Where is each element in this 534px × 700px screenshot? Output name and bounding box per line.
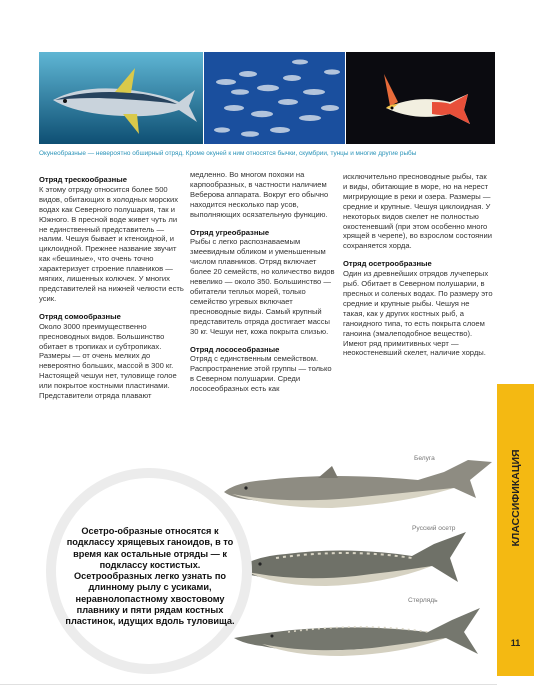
- paragraph-salmon-cont: [343, 172, 493, 251]
- photo-caption: Окунеобразные — невероятно обширный отряд. Кроме окуней к ним относятся бычки, скумбрии, тунцы и многие другие рыбы: [39, 150, 417, 157]
- text-column-3: [343, 172, 493, 366]
- paragraph-eels: [190, 228, 336, 337]
- beluga-label: Белуга: [414, 455, 435, 462]
- body-salmon-cont: исключительно пресноводные рыбы, так и виды, обитающие в море, но на нерест мигрирующие в реки и озера. Размеры — средние и крупные. Чешуя циклоидная. У некоторых видов скелет не полностью окостеневший (при этом особенно много хрящей в черепе), во взрослом состоянии сохраняется хорда.: [343, 172, 492, 251]
- russian-sturgeon-illustration: [236, 528, 472, 592]
- russian-sturgeon-label: Русский осетр: [412, 525, 456, 532]
- body-catfish-cont: медленно. Во многом похожи на карпообразных, в частности наличием Веберова аппарата. Вокруг его обычно находится несколько пар усов, выполняющих осязательную функцию.: [190, 170, 329, 219]
- paragraph-catfish: [39, 312, 187, 401]
- paragraph-catfish-cont: [190, 170, 336, 220]
- fish-school-photo: [204, 52, 345, 144]
- fire-goby-photo: [346, 52, 495, 144]
- footer-divider: [0, 684, 497, 685]
- body-codfish: К этому отряду относится более 500 видов, обитающих в холодных морских водах как Северного полушария, так и Южного. В пресной воде живет чуть ли не единственный представитель — налим. Чешуя бывает и ктеноидной, и циклоидной. Прежнее название звучит как «бешиные», что очень точно характеризует строение плавников — мягких, лишенных колючек. У многих представителей на нижней челюсти есть усик.: [39, 184, 184, 303]
- section-sidebar: [497, 384, 534, 676]
- beluga-illustration: [222, 458, 494, 520]
- paragraph-sturgeon: [343, 259, 493, 358]
- heading-catfish: Отряд сомообразные: [39, 311, 121, 321]
- paragraph-salmon: [190, 345, 336, 395]
- page-number: 11: [510, 638, 521, 648]
- sterlet-label: Стерлядь: [408, 597, 438, 604]
- body-sturgeon: Один из древнейших отрядов лучеперых рыб. Обитает в Северном полушарии, в пресных и соленых водах. По размеру это средние и крупные рыбы. Чешуя не такая, как у других костных рыб, а ганоидного типа, то есть покрыта слоем ганоина (эмалеподобное вещество). Имеют ряд примитивных черт — неокостеневший скелет, наличие хорды.: [343, 269, 493, 358]
- heading-codfish: Отряд трескообразные: [39, 175, 127, 184]
- paragraph-codfish: [39, 175, 187, 304]
- callout-text: Осетро-образные относятся к подклассу хрящевых ганоидов, в то время как остальные отряды — к подклассу костистых. Осетрообразных легко узнать по длинному рылу с усиками, неравнолопастному хвостовому плавнику и пяти рядам костных пластинок, идущих вдоль туловища.: [65, 526, 235, 627]
- body-salmon: Отряд с единственным семейством. Распространение этой группы — только в Северном полушарии. Среди лососеобразных есть как: [190, 354, 332, 394]
- text-column-2: [190, 170, 336, 402]
- section-label: КЛАССИФИКАЦИЯ: [509, 449, 522, 547]
- body-eels: Рыбы с легко распознаваемым змеевидным обликом и уменьшенным числом плавников. Отряд включает более 20 семейств, но количество видов невелико — около 350. Большинство — обитатели теплых морей, только семейство угревых включает пресноводные виды. Самый крупный представитель отряда достигает массы 30 кг. Чешуи нет, кожа покрыта слизью.: [190, 237, 335, 336]
- heading-eels: Отряд угреобразные: [190, 227, 270, 237]
- tuna-photo: [39, 52, 203, 144]
- sterlet-illustration: [232, 604, 484, 660]
- heading-sturgeon: Отряд осетрообразные: [343, 259, 432, 269]
- text-column-1: [39, 175, 187, 409]
- body-catfish: Около 3000 преимущественно пресноводных видов. Большинство обитает в тропиках и субтропиках. Размеры — от очень мелких до невероятно больших, массой в 300 кг. Настоящей чешуи нет, туловище голое или покрытое костными пластинами. Представители отряда плавают: [39, 321, 177, 401]
- heading-salmon: Отряд лососеобразные: [190, 344, 280, 354]
